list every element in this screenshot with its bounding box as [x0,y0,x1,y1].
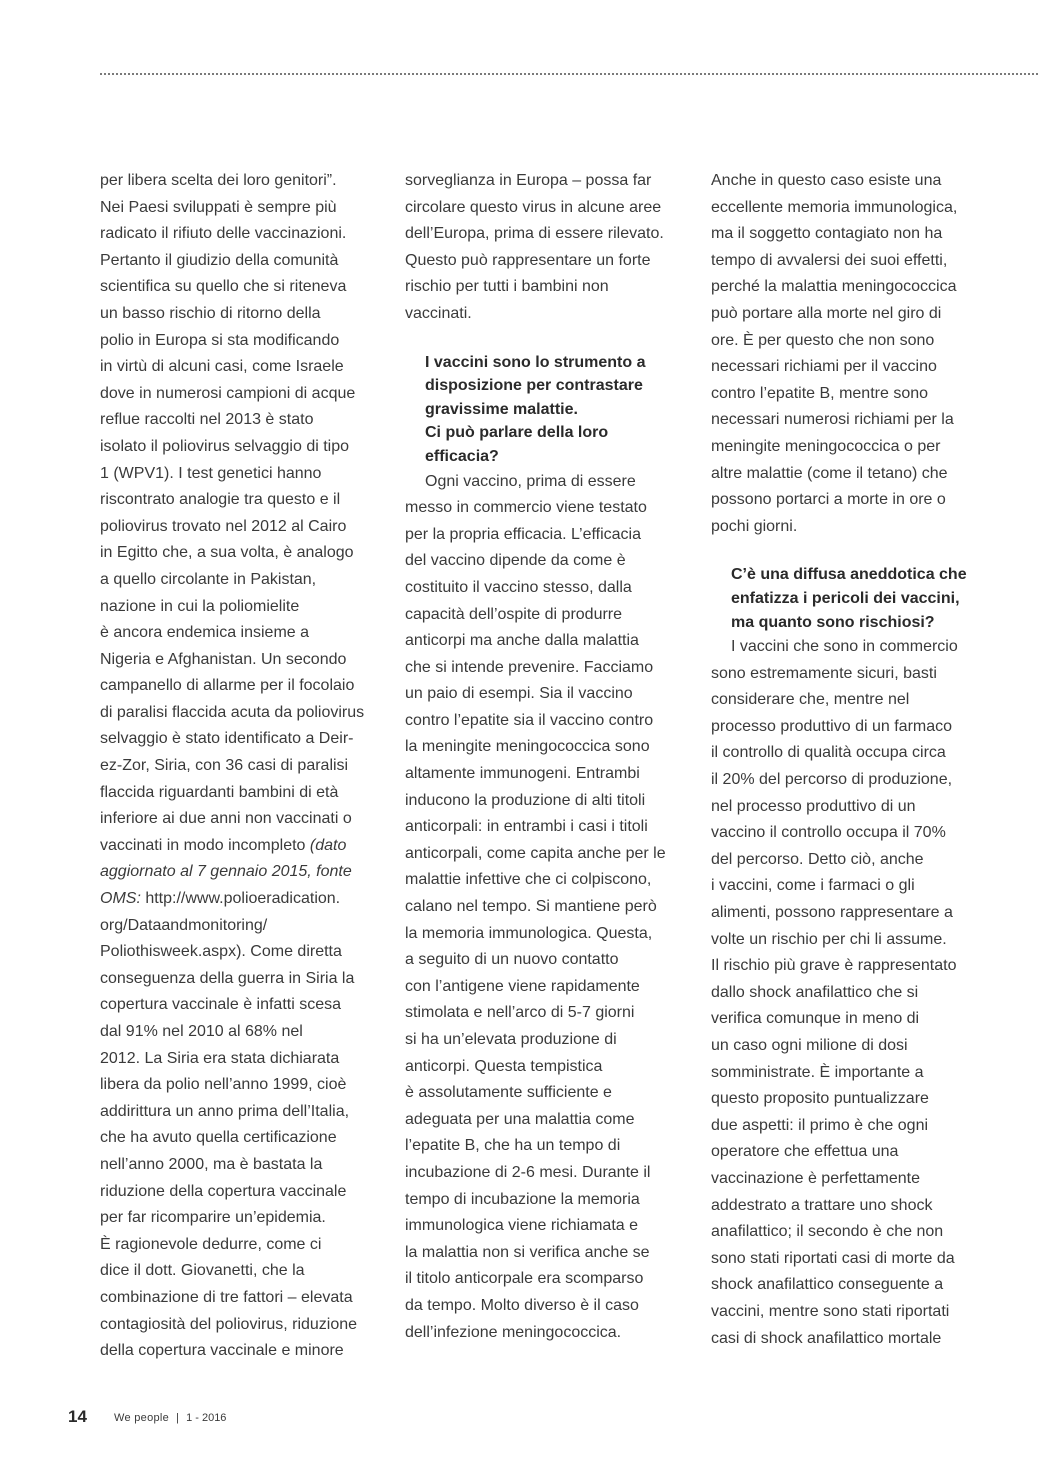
text-line: del percorso. Detto ciò, anche [711,850,924,868]
text-line: dell’Europa, prima di essere rilevato. [405,225,664,243]
text-line: tempo di incubazione la memoria [405,1190,640,1208]
text-line: sono stati riportati casi di morte da [711,1249,955,1267]
text-line: calano nel tempo. Si mantiene però [405,898,657,916]
text-line: che si intende prevenire. Facciamo [405,658,654,676]
question-heading-line: gravissime malattie. [425,400,578,418]
text-line: è ancora endemica insieme a [100,624,310,642]
text-line: un caso ogni milione di dosi [711,1037,908,1054]
text-line: conseguenza della guerra in Siria la [100,969,355,987]
text-line: vaccinati. [405,304,472,322]
text-line: 1 (WPV1). I test genetici hanno [100,464,322,482]
magazine-name: We people [113,1412,170,1424]
article-column-3 [711,168,989,1352]
text-line: il 20% del percorso di produzione, [711,771,953,789]
text-line: nazione in cui la poliomielite [100,597,300,615]
text-line: inferiore ai due anni non vaccinati o [100,810,352,828]
text-line: alimenti, possono rappresentare a [711,904,953,922]
text-line: la meningite meningococcica sono [405,738,650,756]
text-line: nell’anno 2000, ma è bastata la [100,1155,323,1173]
text-line: rischio per tutti i bambini non [405,278,609,296]
text-line: ez-Zor, Siria, con 36 casi di paralisi [100,757,349,775]
text-line: anticorpi ma anche dalla malattia [405,632,639,650]
text-line: della copertura vaccinale e minore [100,1342,344,1360]
text-line: nel processo produttivo di un [711,797,916,815]
text-line: a quello circolante in Pakistan, [100,570,317,588]
text-line: operatore che effettua una [711,1143,899,1161]
text-line: si ha un’elevata produzione di [405,1031,617,1048]
text-line: stimolata e nell’arco di 5-7 giorni [405,1004,635,1022]
text-line: selvaggio è stato identificato a Deir- [100,730,354,748]
text-line: per far ricomparire un’epidemia. [100,1209,326,1227]
text-line [100,833,378,860]
text-line: polio in Europa si sta modificando [100,331,340,349]
text-line: ore. È per questo che non sono [711,331,935,349]
text-line: capacità dell’ospite di produrre [405,605,623,623]
text-line: anafilattico; il secondo è che non [711,1223,944,1241]
question-heading-line: I vaccini sono lo strumento a [425,353,646,371]
text-line: verifica comunque in meno di [711,1010,920,1028]
text-line: copertura vaccinale è infatti scesa [100,996,342,1014]
text-line: eccellente memoria immunologica, [711,198,958,216]
text-line: necessari numerosi richiami per la [711,411,954,429]
text-line: sorveglianza in Europa – possa far [405,172,652,189]
text-line: Poliothisweek.aspx). Come diretta [100,943,342,961]
text-line: con l’antigene viene rapidamente [405,977,640,995]
text-line: shock anafilattico conseguente a [711,1276,944,1294]
text-line: da tempo. Molto diverso è il caso [405,1296,639,1314]
text-line: incubazione di 2-6 mesi. Durante il [405,1163,651,1181]
text-line: anticorpi. Questa tempistica [405,1057,603,1075]
question-heading-line: enfatizza i pericoli dei vaccini, [731,589,960,607]
paragraph-gap [711,540,989,563]
text-line: reflue raccolti nel 2013 è stato [100,411,314,429]
text-line: in virtù di alcuni casi, come Israele [100,358,344,376]
page-footer [68,1407,226,1427]
text-line: la memoria immunologica. Questa, [405,924,653,942]
text-line: Nigeria e Afghanistan. Un secondo [100,650,347,668]
text-line: addirittura un anno prima dell’Italia, [100,1102,350,1120]
text-line: l’epatite B, che ha un tempo di [405,1137,621,1155]
text-line: sono estremamente sicuri, basti [711,664,937,682]
text-line: inducono la produzione di alti titoli [405,791,646,809]
text-line: somministrate. È importante a [711,1063,924,1081]
paragraph-gap [405,328,685,351]
text-line: altre malattie (come il tetano) che [711,464,948,482]
text-line: casi di shock anafilattico mortale [711,1329,942,1347]
text-line: combinazione di tre fattori – elevata [100,1288,353,1306]
text-line-italic: aggiornato al 7 gennaio 2015, fonte [100,863,352,881]
text-line: malattie infettive che ci colpiscono, [405,871,652,889]
text-line: processo produttivo di un farmaco [711,717,953,735]
text-line: vaccino il controllo occupa il 70% [711,824,946,842]
text-line: dal 91% nel 2010 al 68% nel [100,1023,303,1040]
page-number: 14 [68,1407,87,1426]
text-line: Ogni vaccino, prima di essere [425,472,636,490]
text-line: anticorpali, come capita anche per le [405,844,666,862]
text-line: la malattia non si verifica anche se [405,1243,650,1261]
text-line: che ha avuto quella certificazione [100,1129,337,1147]
text-line: adeguata per una malattia come [405,1110,635,1128]
text-line: considerare che, mentre nel [711,691,910,709]
text-line: altamente immunogeni. Entrambi [405,765,640,783]
text-line: i vaccini, come i farmaci o gli [711,877,915,895]
text-line: Nei Paesi sviluppati è sempre più [100,198,337,216]
text-line: Il rischio più grave è rappresentato [711,957,957,975]
text-line: org/Dataandmonitoring/ [100,916,268,934]
question-heading-line: efficacia? [425,447,499,465]
question-heading-line: ma quanto sono rischiosi? [731,613,935,631]
text-line: di paralisi flaccida acuta da poliovirus [100,703,365,721]
text-line: pochi giorni. [711,517,798,535]
text-line: Questo può rappresentare un forte [405,251,651,269]
text-line: I vaccini che sono in commercio [731,638,958,656]
italic-fragment: OMS: [100,890,141,908]
text-line: dice il dott. Giovanetti, che la [100,1262,305,1280]
text-line: dallo shock anafilattico che si [711,983,919,1001]
question-heading-line: C’è una diffusa aneddotica che [731,566,967,584]
text-line: scientifica su quello che si riteneva [100,278,347,296]
text-line: il controllo di qualità occupa circa [711,744,946,762]
text-line: vaccini, mentre sono stati riportati [711,1302,950,1320]
text-line: contro l’epatite B, mentre sono [711,384,929,402]
text-line: addestrato a trattare uno shock [711,1196,933,1214]
top-dotted-rule [100,73,1038,75]
footer-separator: | [176,1412,179,1424]
text-line [100,886,378,913]
question-heading-line: Ci può parlare della loro [425,424,609,442]
text-line: campanello di allarme per il focolaio [100,677,355,695]
text-line: anticorpali: in entrambi i casi i titoli [405,818,648,836]
text-line: flaccida riguardanti bambini di età [100,783,339,801]
text-line: costituito il vaccino stesso, dalla [405,578,632,596]
text-line: ma il soggetto contagiato non ha [711,225,943,243]
text-line: contagiosità del poliovirus, riduzione [100,1315,358,1333]
text-line: riscontrato analogie tra questo e il [100,491,341,509]
text-line: 2012. La Siria era stata dichiarata [100,1049,340,1067]
text-line: possono portarci a morte in ore o [711,491,946,509]
text-line: meningite meningococcica o per [711,437,941,455]
text-line: volte un rischio per chi li assume. [711,930,947,948]
text-line: per la propria efficacia. L’efficacia [405,525,641,543]
issue-number: 1 - 2016 [186,1412,227,1424]
text-line: del vaccino dipende da come è [405,552,626,570]
text-line: dove in numerosi campioni di acque [100,384,356,402]
text-line: perché la malattia meningococcica [711,278,957,296]
text-line: libera da polio nell’anno 1999, cioè [100,1076,347,1094]
text-line: È ragionevole dedurre, come ci [100,1235,322,1253]
text-line: vaccinazione è perfettamente [711,1169,921,1187]
text-line: Pertanto il giudizio della comunità [100,251,339,269]
text-line: dell’infezione meningococcica. [405,1323,622,1341]
text-line: un paio di esempi. Sia il vaccino [405,685,633,703]
text-line: questo proposito puntualizzare [711,1090,929,1108]
text-line: circolare questo virus in alcune aree [405,198,662,216]
text-line: messo in commercio viene testato [405,499,647,517]
article-column-1 [100,168,378,1365]
text-line: un basso rischio di ritorno della [100,304,321,322]
text-line: isolato il poliovirus selvaggio di tipo [100,437,350,455]
italic-fragment: (dato [309,836,347,854]
text-line: per libera scelta dei loro genitori”. [100,172,337,189]
text-line: due aspetti: il primo è che ogni [711,1116,929,1134]
text-line: riduzione della copertura vaccinale [100,1182,347,1200]
text-line: il titolo anticorpale era scomparso [405,1270,644,1288]
text-line: Anche in questo caso esiste una [711,172,942,189]
text-line: poliovirus trovato nel 2012 al Cairo [100,517,347,535]
text-line: può portare alla morte nel giro di [711,304,942,322]
article-column-2 [405,168,685,1346]
text-line: necessari richiami per il vaccino [711,358,937,376]
url-text: http://www.polioeradication. [140,890,341,908]
text-line: radicato il rifiuto delle vaccinazioni. [100,225,347,243]
text-line: contro l’epatite sia il vaccino contro [405,711,654,729]
text-line: a seguito di un nuovo contatto [405,951,619,969]
text-line: tempo di avvalersi dei suoi effetti, [711,251,948,269]
text-line: immunologica viene richiamata e [405,1217,638,1235]
text-line: è assolutamente sufficiente e [405,1084,612,1102]
question-heading-line: disposizione per contrastare [425,377,643,395]
text-line: in Egitto che, a sua volta, è analogo [100,544,354,562]
text-fragment: vaccinati in modo incompleto [100,836,306,854]
